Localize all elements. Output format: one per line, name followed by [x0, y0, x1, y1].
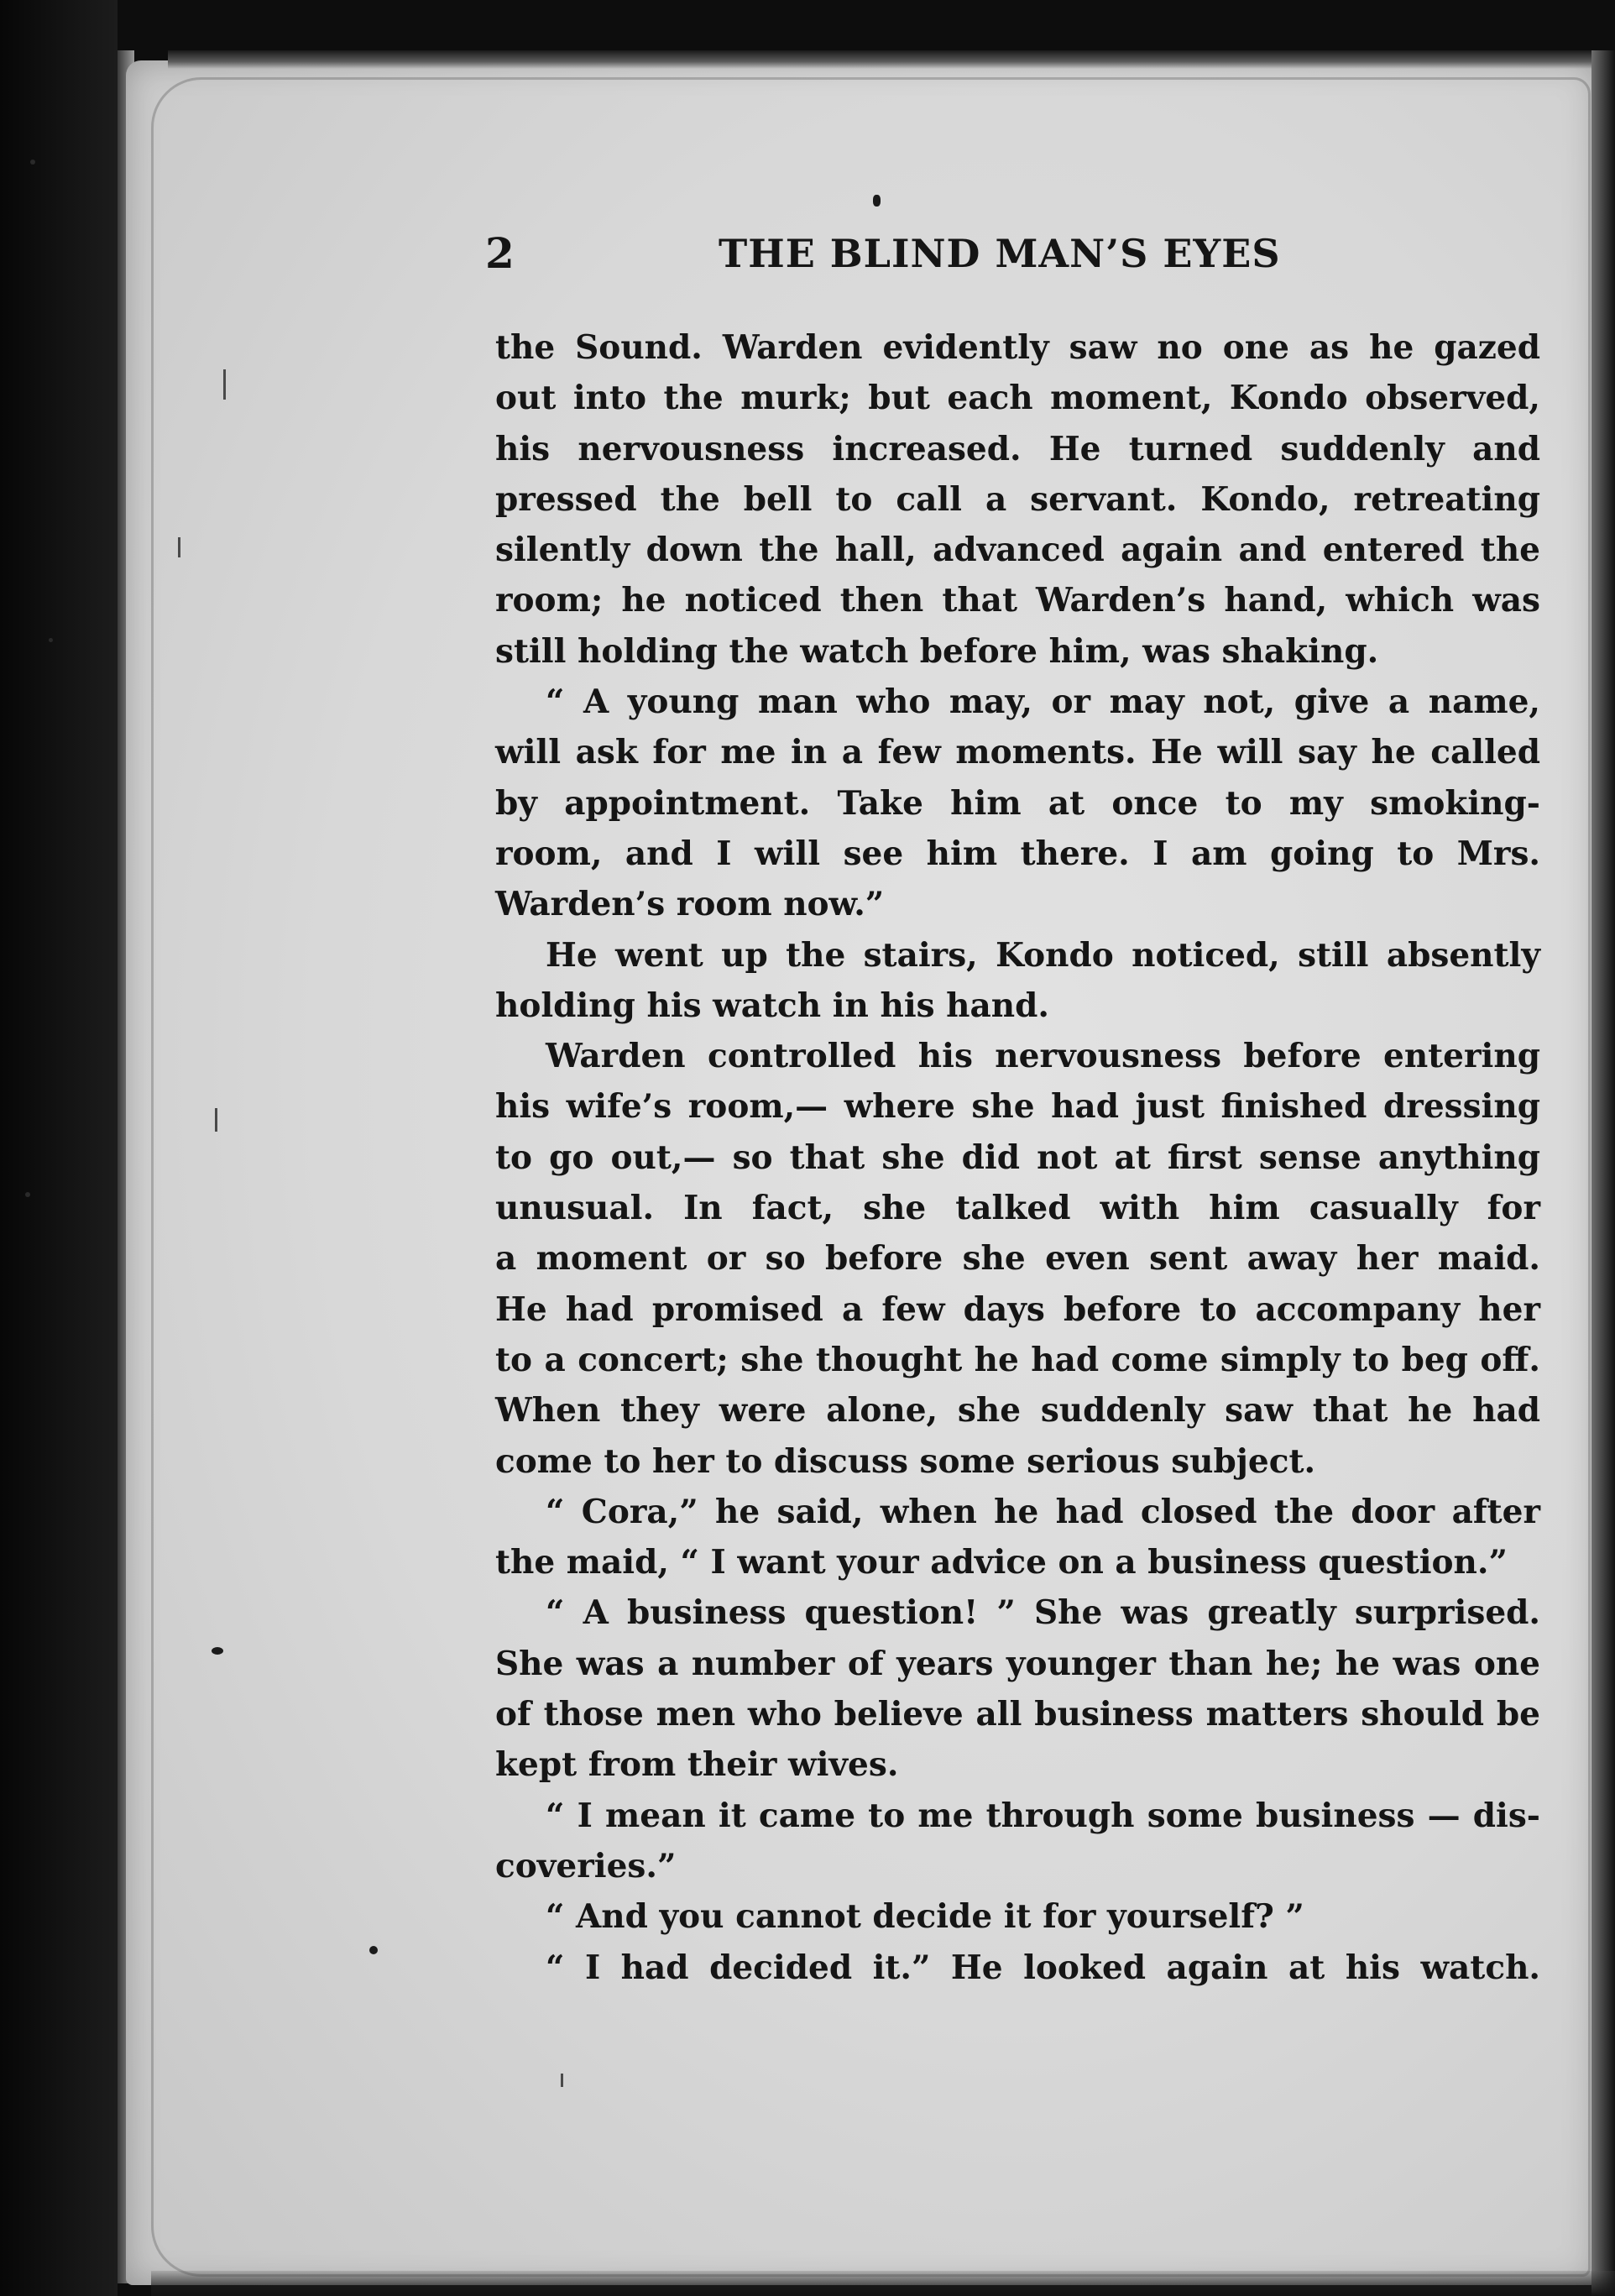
top-film-edge — [168, 50, 1615, 69]
text-line: pressed the bell to call a servant. Kondo, retreating — [495, 479, 1540, 519]
margin-mark — [215, 1108, 217, 1132]
ink-dot — [873, 195, 881, 207]
text-line: He had promised a few days before to accompany her — [495, 1289, 1540, 1329]
text-line: his wife’s room,— where she had just finished dressing — [495, 1087, 1540, 1127]
text-line: “ I mean it came to me through some business — dis- — [546, 1796, 1540, 1835]
page-header — [485, 223, 1325, 290]
margin-mark — [223, 369, 226, 400]
text-line: She was a number of years younger than he; he was one — [495, 1644, 1540, 1683]
text-line: silently down the hall, advanced again and entered the — [495, 531, 1540, 570]
text-line: room, and I will see him there. I am going to Mrs. — [495, 834, 1540, 873]
text-line: coveries.” — [495, 1846, 677, 1885]
text-line: “ I had decided it.” He looked again at his watch. — [546, 1948, 1540, 1987]
text-line: out into the murk; but each moment, Kondo observed, — [495, 379, 1540, 418]
bottom-film-edge — [151, 2271, 1615, 2296]
running-head: THE BLIND MAN’S EYES — [719, 231, 1281, 276]
text-line: room; he noticed then that Warden’s hand, which was — [495, 581, 1540, 620]
text-line: the maid, “ I want your advice on a business question.” — [495, 1543, 1508, 1582]
text-line: a moment or so before she even sent away her maid. — [495, 1239, 1540, 1279]
text-line: will ask for me in a few moments. He will say he called — [495, 733, 1540, 772]
text-line: kept from their wives. — [495, 1745, 899, 1785]
text-line: Warden controlled his nervousness before entering — [546, 1037, 1540, 1076]
dust-speck — [49, 638, 53, 642]
text-line: come to her to discuss some serious subject. — [495, 1441, 1316, 1481]
text-line: by appointment. Take him at once to my smoking- — [495, 783, 1540, 823]
text-line: “ And you cannot decide it for yourself? ” — [546, 1897, 1304, 1937]
page-number: 2 — [485, 228, 515, 278]
text-line: When they were alone, she suddenly saw that he had — [495, 1391, 1540, 1430]
text-line: He went up the stairs, Kondo noticed, still absently — [546, 935, 1540, 975]
dust-speck — [212, 1647, 223, 1655]
text-line: to a concert; she thought he had come simply to beg off. — [495, 1340, 1540, 1379]
left-film-margin — [0, 0, 118, 2296]
text-line: holding his watch in his hand. — [495, 986, 1049, 1025]
margin-mark — [178, 537, 180, 557]
text-line: “ Cora,” he said, when he had closed the door after — [546, 1492, 1540, 1531]
dust-speck — [30, 160, 35, 165]
text-line: his nervousness increased. He turned suddenly and — [495, 429, 1540, 468]
text-line: “ A young man who may, or may not, give a name, — [546, 683, 1540, 722]
dust-speck — [369, 1946, 378, 1954]
text-line: to go out,— so that she did not at first sense anything — [495, 1138, 1540, 1177]
text-line: Warden’s room now.” — [495, 885, 885, 924]
body-text — [495, 322, 1540, 1993]
text-line: the Sound. Warden evidently saw no one as he gazed — [495, 328, 1540, 367]
margin-mark — [561, 2074, 563, 2087]
dust-speck — [25, 1192, 30, 1197]
text-line: “ A business question! ” She was greatly surprised. — [546, 1593, 1540, 1633]
text-line: of those men who believe all business matters should be — [495, 1695, 1540, 1734]
right-film-edge — [1591, 50, 1615, 2296]
text-line: unusual. In fact, she talked with him casually for — [495, 1189, 1540, 1228]
text-line: still holding the watch before him, was shaking. — [495, 631, 1379, 671]
